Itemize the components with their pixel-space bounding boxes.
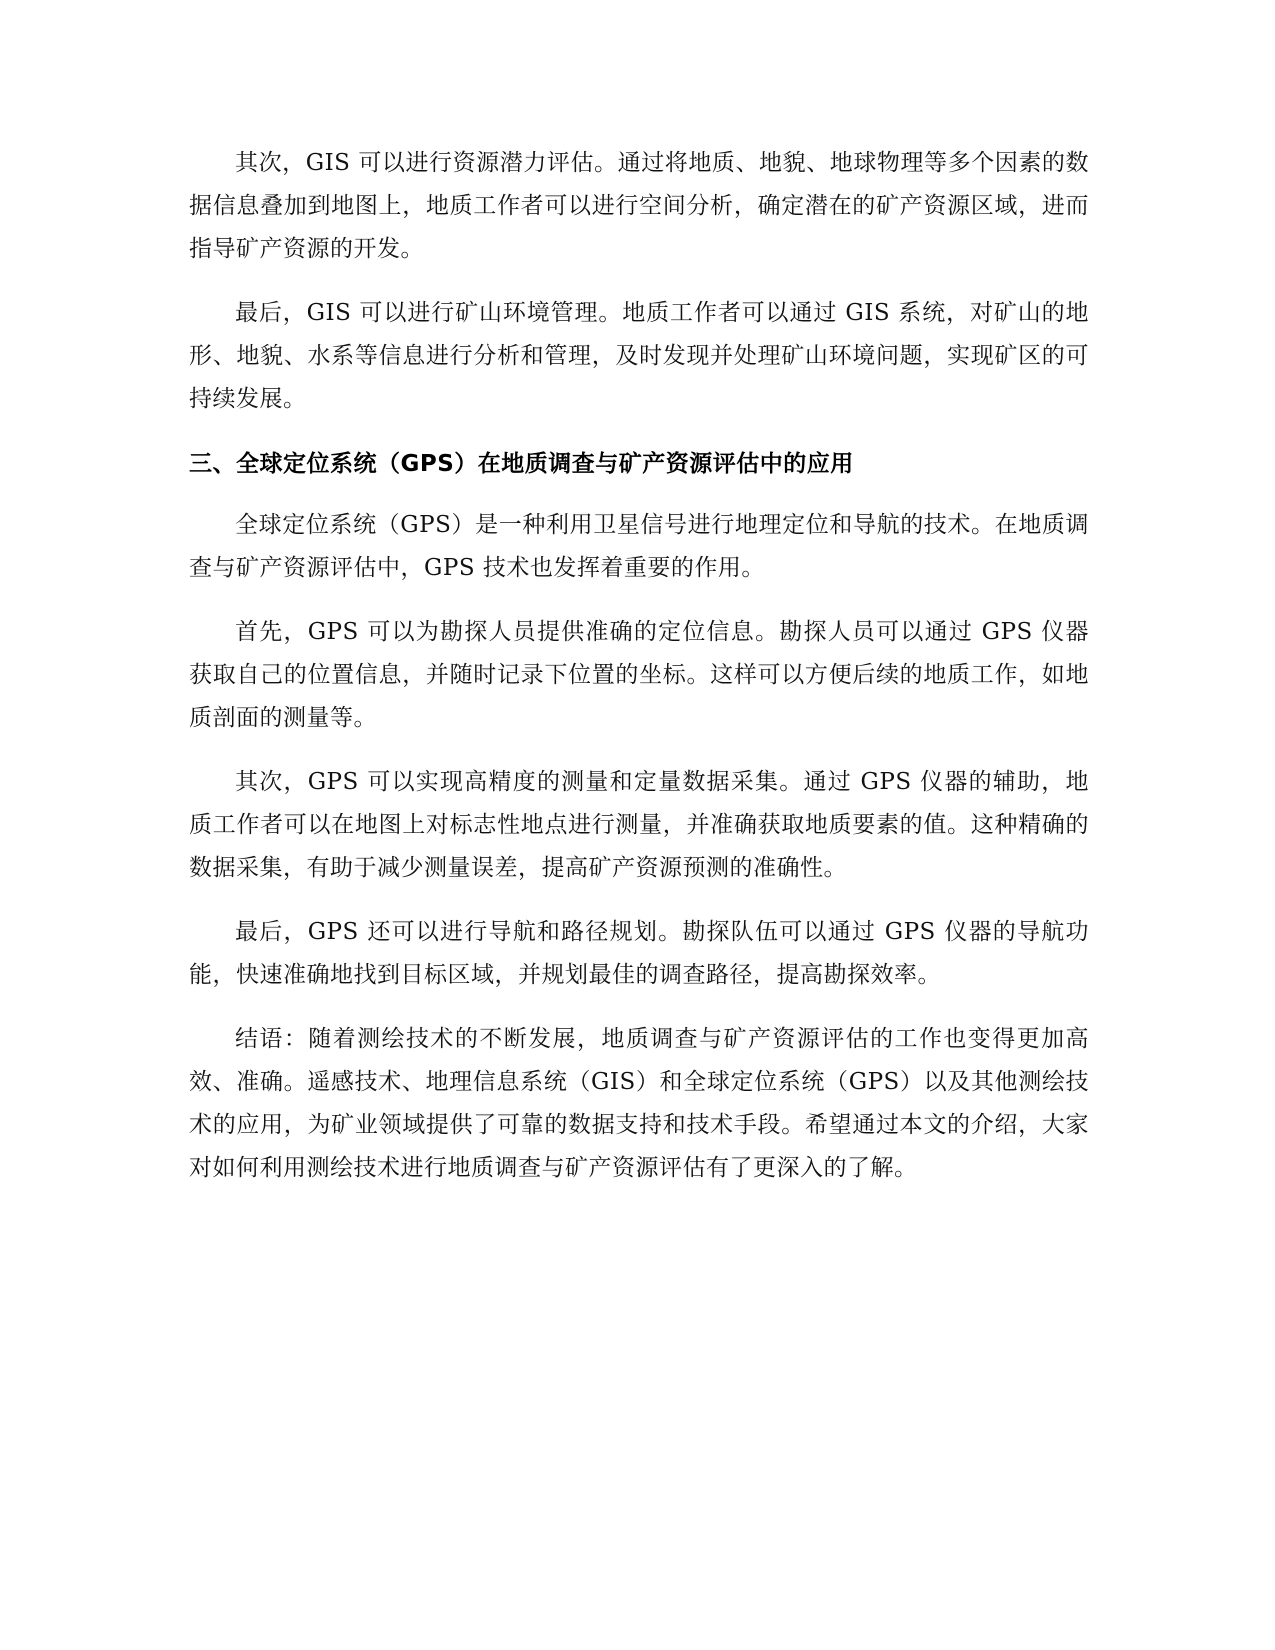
document-body <box>189 142 1089 1211</box>
paragraph-conclusion: 结语：随着测绘技术的不断发展，地质调查与矿产资源评估的工作也变得更加高效、准确。遥感技术、地理信息系统（GIS）和全球定位系统（GPS）以及其他测绘技术的应用，为矿业领域提供了可靠的数据支持和技术手段。希望通过本文的介绍，大家对如何利用测绘技术进行地质调查与矿产资源评估有了更深入的了解。 <box>189 1026 1089 1181</box>
paragraph-gis-resource-potential: 其次，GIS 可以进行资源潜力评估。通过将地质、地貌、地球物理等多个因素的数据信息叠加到地图上，地质工作者可以进行空间分析，确定潜在的矿产资源区域，进而指导矿产资源的开发。 <box>189 150 1089 262</box>
paragraph-gps-positioning: 首先，GPS 可以为勘探人员提供准确的定位信息。勘探人员可以通过 GPS 仪器获取自己的位置信息，并随时记录下位置的坐标。这样可以方便后续的地质工作，如地质剖面的测量等。 <box>189 619 1089 731</box>
paragraph-gps-intro: 全球定位系统（GPS）是一种利用卫星信号进行地理定位和导航的技术。在地质调查与矿产资源评估中，GPS 技术也发挥着重要的作用。 <box>189 512 1089 581</box>
paragraph-gps-navigation: 最后，GPS 还可以进行导航和路径规划。勘探队伍可以通过 GPS 仪器的导航功能，快速准确地找到目标区域，并规划最佳的调查路径，提高勘探效率。 <box>189 919 1089 988</box>
paragraph-gis-mine-environment: 最后，GIS 可以进行矿山环境管理。地质工作者可以通过 GIS 系统，对矿山的地形、地貌、水系等信息进行分析和管理，及时发现并处理矿山环境问题，实现矿区的可持续发展。 <box>189 300 1089 412</box>
paragraph-gps-measurement: 其次，GPS 可以实现高精度的测量和定量数据采集。通过 GPS 仪器的辅助，地质工作者可以在地图上对标志性地点进行测量，并准确获取地质要素的值。这种精确的数据采集，有助于减少测量误差，提高矿产资源预测的准确性。 <box>189 769 1089 881</box>
section-heading-gps: 三、全球定位系统（GPS）在地质调查与矿产资源评估中的应用 <box>189 451 854 477</box>
